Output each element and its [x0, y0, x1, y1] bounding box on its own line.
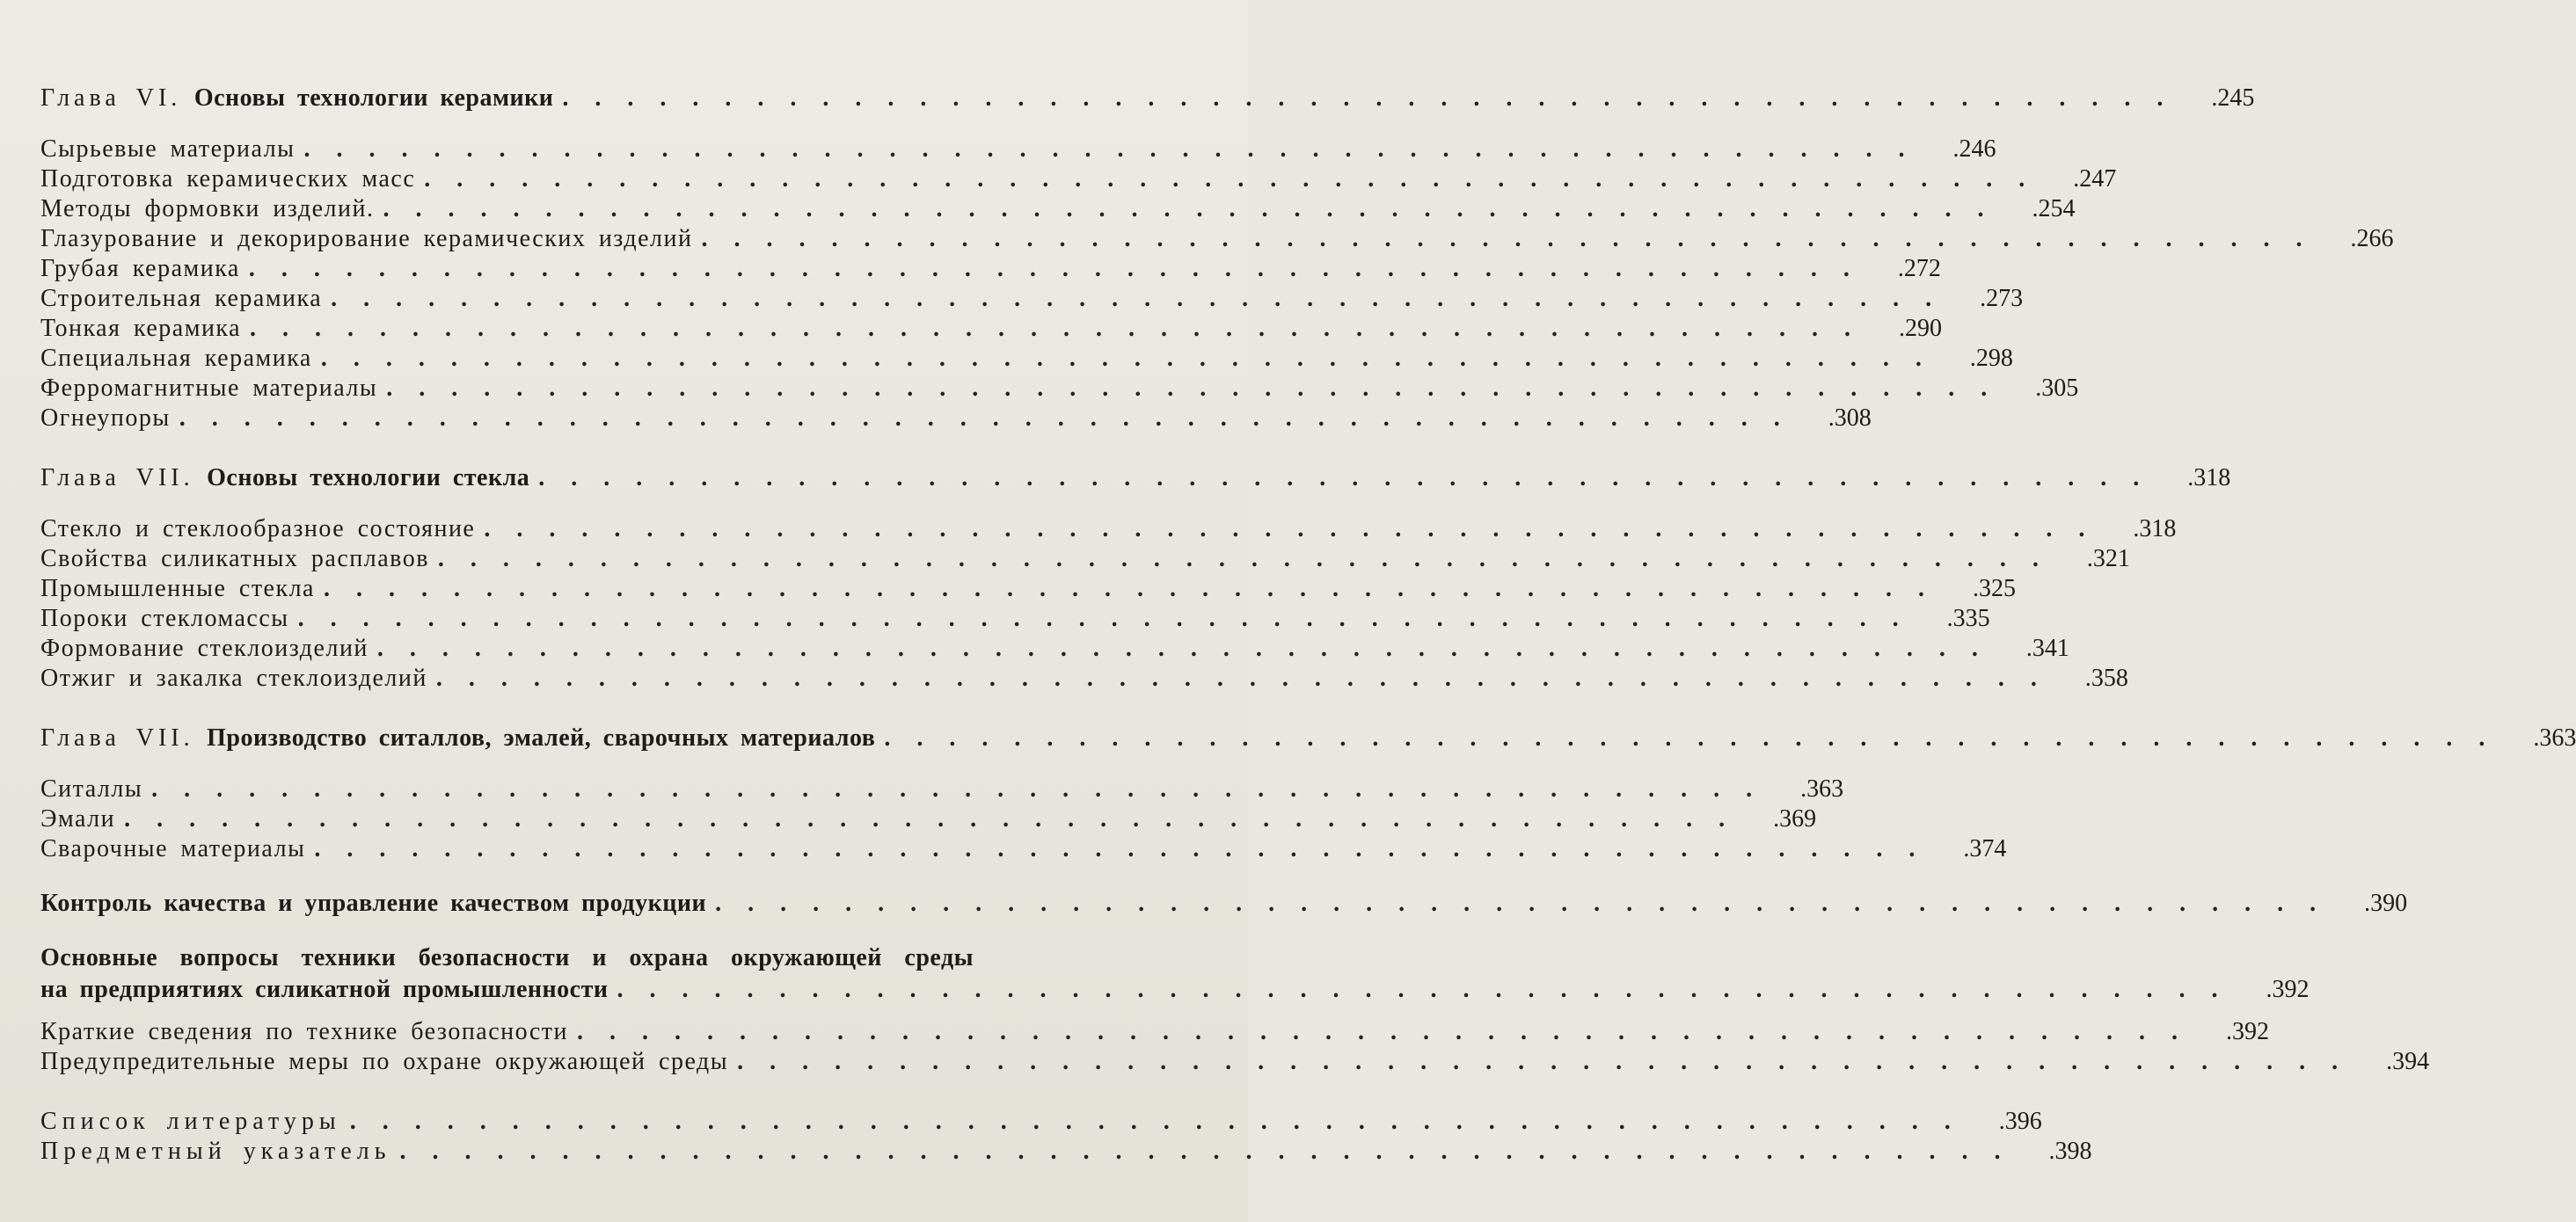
page-number: .390	[2364, 890, 2408, 917]
dot-leader: ..................................................	[303, 135, 1931, 163]
toc-entry	[40, 315, 1943, 345]
toc-entry	[40, 375, 2079, 404]
entry-title: Пороки стекломассы	[40, 605, 289, 632]
entry-title: Отжиг и закалка стеклоизделий	[40, 665, 427, 692]
page-number: .341	[2025, 635, 2069, 662]
dot-leader: ..................................................	[248, 255, 1876, 282]
bibliography-entry	[40, 1108, 2042, 1138]
dot-leader: ..................................................	[386, 375, 2014, 402]
dot-leader: ..................................................	[435, 665, 2063, 692]
chapter-label: Глава VII.	[40, 724, 194, 752]
table-of-contents	[40, 84, 2576, 1167]
entry-title: Предметный указатель	[40, 1138, 391, 1165]
page-number: .325	[1972, 575, 2016, 602]
toc-entry	[40, 635, 2069, 665]
dot-leader: ..................................................	[424, 165, 2052, 193]
page-number: .254	[2032, 195, 2076, 222]
page-number: .318	[2187, 464, 2231, 491]
entry-title: Методы формовки изделий.	[40, 195, 375, 222]
dot-leader: ..................................................	[577, 1018, 2204, 1045]
toc-entry	[40, 575, 2016, 605]
page-number: .394	[2386, 1048, 2430, 1075]
dot-leader: ..................................................	[884, 724, 2512, 752]
entry-title: Сырьевые материалы	[40, 135, 296, 163]
toc-entry	[40, 345, 2013, 375]
dot-leader: ..................................................	[250, 315, 1878, 342]
chapter-title: Основы технологии стекла	[207, 464, 530, 491]
page-number: .392	[2226, 1018, 2269, 1045]
dot-leader: ..................................................	[376, 635, 2004, 662]
toc-entry	[40, 665, 2128, 695]
entry-title: Предупредительные меры по охране окружающей среды	[40, 1048, 729, 1075]
toc-entry	[40, 404, 1872, 434]
entry-title: Контроль качества и управление качеством продукции	[40, 890, 707, 917]
chapter-label: Глава VI.	[40, 84, 182, 112]
entry-title: Эмали	[40, 805, 116, 833]
entry-title: Формование стеклоизделий	[40, 635, 369, 662]
dot-leader: ..................................................	[124, 805, 1752, 833]
chapter-label: Глава VII.	[40, 464, 194, 491]
dot-leader: ..................................................	[297, 605, 1925, 632]
page-number: .321	[2086, 545, 2130, 572]
dot-leader: ..................................................	[715, 890, 2343, 917]
dot-leader: ..................................................	[538, 464, 2166, 491]
dot-leader: ..................................................	[179, 404, 1806, 432]
dot-leader: ..................................................	[737, 1048, 2365, 1075]
page-number: .363	[1800, 775, 1844, 803]
dot-leader: ..................................................	[314, 835, 1942, 862]
page-number: .246	[1952, 135, 1996, 163]
entry-title: Специальная керамика	[40, 345, 312, 372]
entry-title: Список литературы	[40, 1108, 341, 1135]
safety-title-line2: на предприятиях силикатной промышленности	[40, 976, 609, 1003]
page-number: .245	[2211, 84, 2255, 112]
dot-leader: ..................................................	[320, 345, 1948, 372]
dot-leader: ..................................................	[331, 285, 1959, 312]
entry-title: Глазурование и декорирование керамических изделий	[40, 225, 693, 252]
chapter-title: Производство ситаллов, эмалей, сварочных материалов	[207, 724, 876, 752]
entry-title: Подготовка керамических масс	[40, 165, 416, 193]
chapter-title: Основы технологии керамики	[193, 84, 554, 112]
entry-title: Огнеупоры	[40, 404, 171, 432]
safety-title-line1: Основные вопросы техники безопасности и охрана окружающей среды	[40, 944, 974, 971]
page-number: .273	[1980, 285, 2024, 312]
page-number: .272	[1897, 255, 1941, 282]
toc-entry	[40, 515, 2177, 545]
page-number: .298	[1969, 345, 2013, 372]
toc-entry	[40, 805, 1817, 835]
quality-control-entry	[40, 890, 2408, 920]
dot-leader: ..................................................	[437, 545, 2065, 572]
page-number: .290	[1899, 315, 1943, 342]
entry-title: Строительная керамика	[40, 285, 323, 312]
dot-leader: ..................................................	[383, 195, 2010, 222]
dot-leader: ..................................................	[323, 575, 1951, 602]
safety-heading	[40, 944, 2310, 1006]
toc-entry	[40, 545, 2130, 575]
toc-entry	[40, 135, 1996, 165]
dot-leader: ..................................................	[562, 84, 2190, 112]
entry-title: Краткие сведения по технике безопасности	[40, 1018, 568, 1045]
page-number: .398	[2048, 1138, 2092, 1165]
toc-entry	[40, 835, 2007, 865]
chapter-8-heading	[40, 724, 2576, 763]
page-number: .247	[2073, 165, 2117, 193]
dot-leader: ..................................................	[617, 976, 2244, 1003]
safety-title-line2-row	[40, 976, 2310, 1006]
toc-entry	[40, 1048, 2430, 1078]
toc-entry	[40, 165, 2117, 195]
entry-title: Свойства силикатных расплавов	[40, 545, 429, 572]
entry-title: Тонкая керамика	[40, 315, 242, 342]
page-number: .369	[1773, 805, 1817, 833]
chapter-7-heading	[40, 464, 2231, 503]
page-number: .374	[1963, 835, 2007, 862]
page-number: .335	[1946, 605, 1990, 632]
dot-leader: ..................................................	[399, 1138, 2027, 1165]
toc-entry	[40, 195, 2076, 225]
entry-title: Ферромагнитные материалы	[40, 375, 378, 402]
entry-title: Промышленные стекла	[40, 575, 315, 602]
page-number: .396	[1998, 1108, 2042, 1135]
entry-title: Грубая керамика	[40, 255, 240, 282]
dot-leader: ..................................................	[701, 225, 2329, 252]
page-number: .308	[1828, 404, 1872, 432]
page-number: .363	[2533, 724, 2576, 752]
page-number: .305	[2035, 375, 2079, 402]
toc-entry	[40, 225, 2394, 255]
entry-title: Ситаллы	[40, 775, 143, 803]
subject-index-entry	[40, 1138, 2092, 1167]
dot-leader: ..................................................	[484, 515, 2112, 542]
dot-leader: ..................................................	[349, 1108, 1977, 1135]
toc-entry	[40, 255, 1941, 285]
toc-entry	[40, 285, 2024, 315]
entry-title: Сварочные материалы	[40, 835, 306, 862]
entry-title: Стекло и стеклообразное состояние	[40, 515, 476, 542]
page-number: .266	[2350, 225, 2394, 252]
toc-entry	[40, 605, 1990, 635]
toc-entry	[40, 775, 1844, 805]
page-number: .358	[2084, 665, 2128, 692]
chapter-6-heading	[40, 84, 2255, 123]
page-number: .318	[2133, 515, 2177, 542]
dot-leader: ..................................................	[151, 775, 1779, 803]
page-number: .392	[2266, 976, 2310, 1003]
toc-entry	[40, 1018, 2269, 1048]
